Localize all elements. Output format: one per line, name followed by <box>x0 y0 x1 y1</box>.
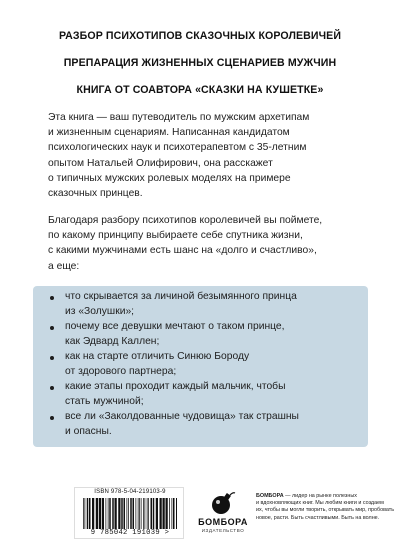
barcode-bar <box>92 498 94 529</box>
barcode-bar <box>102 498 104 529</box>
publisher-logo <box>192 490 254 538</box>
barcode-bar <box>163 498 165 529</box>
barcode-bar <box>106 498 107 529</box>
text-line: как Эдвард Каллен; <box>65 335 160 347</box>
barcode-bar <box>118 498 120 529</box>
text-line: опытом Натальей Олифирович, она расскажет <box>48 157 273 169</box>
barcode-bar <box>166 498 168 529</box>
barcode-bar <box>173 498 175 529</box>
barcode-bar <box>109 498 111 529</box>
barcode-bar <box>147 498 148 529</box>
barcode-bar <box>112 498 114 529</box>
barcode-bar <box>143 498 144 529</box>
list-item <box>48 350 348 380</box>
blurb-brand: БОМБОРА <box>256 493 284 499</box>
text-line: и жизненным сценариям. Написанная кандидатом <box>48 127 290 139</box>
barcode <box>74 487 184 539</box>
barcode-bar <box>153 498 155 529</box>
intro-paragraph <box>48 110 360 201</box>
headline-block <box>0 30 400 111</box>
text-line: по какому принципу выбираете себе спутника жизни, <box>48 230 303 242</box>
text-line <box>256 493 376 500</box>
barcode-bar <box>115 498 117 529</box>
text-line: все ли «Заколдованные чудовища» так страшны <box>65 411 299 423</box>
barcode-bar <box>87 498 89 529</box>
text-line: какие этапы проходит каждый мальчик, чтобы <box>65 381 286 393</box>
headline: ПРЕПАРАЦИЯ ЖИЗНЕННЫХ СЦЕНАРИЕВ МУЖЧИН <box>63 57 337 69</box>
barcode-bar <box>83 498 84 529</box>
barcode-bar <box>96 498 98 529</box>
list-item <box>48 380 348 410</box>
barcode-suffix: > <box>164 529 170 537</box>
barcode-bar <box>85 498 86 529</box>
text-line: их, чтобы вы могли творить, открывать мир, пробовать <box>256 507 395 514</box>
bomb-icon <box>210 490 236 516</box>
text-line: почему все девушки мечтают о таком принце, <box>65 321 285 333</box>
text-line: из «Золушки»; <box>65 305 135 317</box>
text-line: от здорового партнера; <box>65 365 177 377</box>
barcode-bar <box>136 498 137 529</box>
barcode-bar <box>138 498 139 529</box>
text-line: а еще: <box>48 260 80 272</box>
publisher-logo-word: БОМБОРА <box>198 517 248 527</box>
barcode-bar <box>128 498 129 529</box>
barcode-bar <box>121 498 123 529</box>
text-line: как на старте отличить Синюю Бороду <box>65 351 250 363</box>
text-line: Эта книга — ваш путеводитель по мужским архетипам <box>48 112 310 123</box>
publisher-blurb <box>256 493 395 522</box>
barcode-bars <box>83 498 177 529</box>
text-line: сказочных принцев. <box>48 188 143 200</box>
publisher-logo-sub: ИЗДАТЕЛЬСТВО <box>201 528 245 533</box>
barcode-bar <box>127 498 128 529</box>
barcode-bar <box>89 498 91 529</box>
barcode-bar <box>151 498 153 529</box>
barcode-bar <box>124 498 126 529</box>
barcode-bar <box>172 498 173 529</box>
barcode-bar <box>169 498 170 529</box>
bullet-list <box>48 290 348 440</box>
barcode-bar <box>141 498 142 529</box>
barcode-bar <box>139 498 140 529</box>
list-item <box>48 410 348 440</box>
barcode-bar <box>156 498 158 529</box>
list-item <box>48 290 348 320</box>
text-line: и опасны. <box>65 426 112 438</box>
isbn-label: ISBN 978-5-04-219103-9 <box>94 489 166 495</box>
barcode-bar <box>160 498 162 529</box>
text-line: новое, расти. Быть счастливыми. Быть на волне. <box>256 514 380 521</box>
text-line: Благодаря разбору психотипов королевичей вы поймете, <box>48 215 323 226</box>
barcode-bar <box>130 498 132 529</box>
barcode-number <box>75 529 185 537</box>
text-line: и вдохновляющих книг. Мы любим книги и создаем <box>256 500 384 507</box>
barcode-bar <box>176 498 177 529</box>
text-line: стать мужчиной; <box>65 396 144 408</box>
headline: РАЗБОР ПСИХОТИПОВ СКАЗОЧНЫХ КОРОЛЕВИЧЕЙ <box>58 30 342 42</box>
text-line: с какими мужчинами есть шанс на «долго и счастливо», <box>48 245 317 257</box>
headline: КНИГА ОТ СОАВТОРА «СКАЗКИ НА КУШЕТКЕ» <box>76 84 324 96</box>
barcode-bar <box>108 498 109 529</box>
barcode-bar <box>148 498 149 529</box>
lead-paragraph <box>48 213 360 274</box>
text-line: психологических наук и психотерапевтом с 35-летним <box>48 142 307 154</box>
barcode-bar <box>99 498 101 529</box>
blurb-first-line: — лидер на рынке полезных <box>283 493 357 499</box>
barcode-bar <box>133 498 135 529</box>
text-line: о типичных мужских ролевых моделях на примере <box>48 172 291 184</box>
barcode-bar <box>145 498 146 529</box>
text-line: что скрывается за личиной безымянного принца <box>65 291 297 302</box>
list-item <box>48 320 348 350</box>
barcode-digits: 9 785042 191039 <box>90 529 160 537</box>
